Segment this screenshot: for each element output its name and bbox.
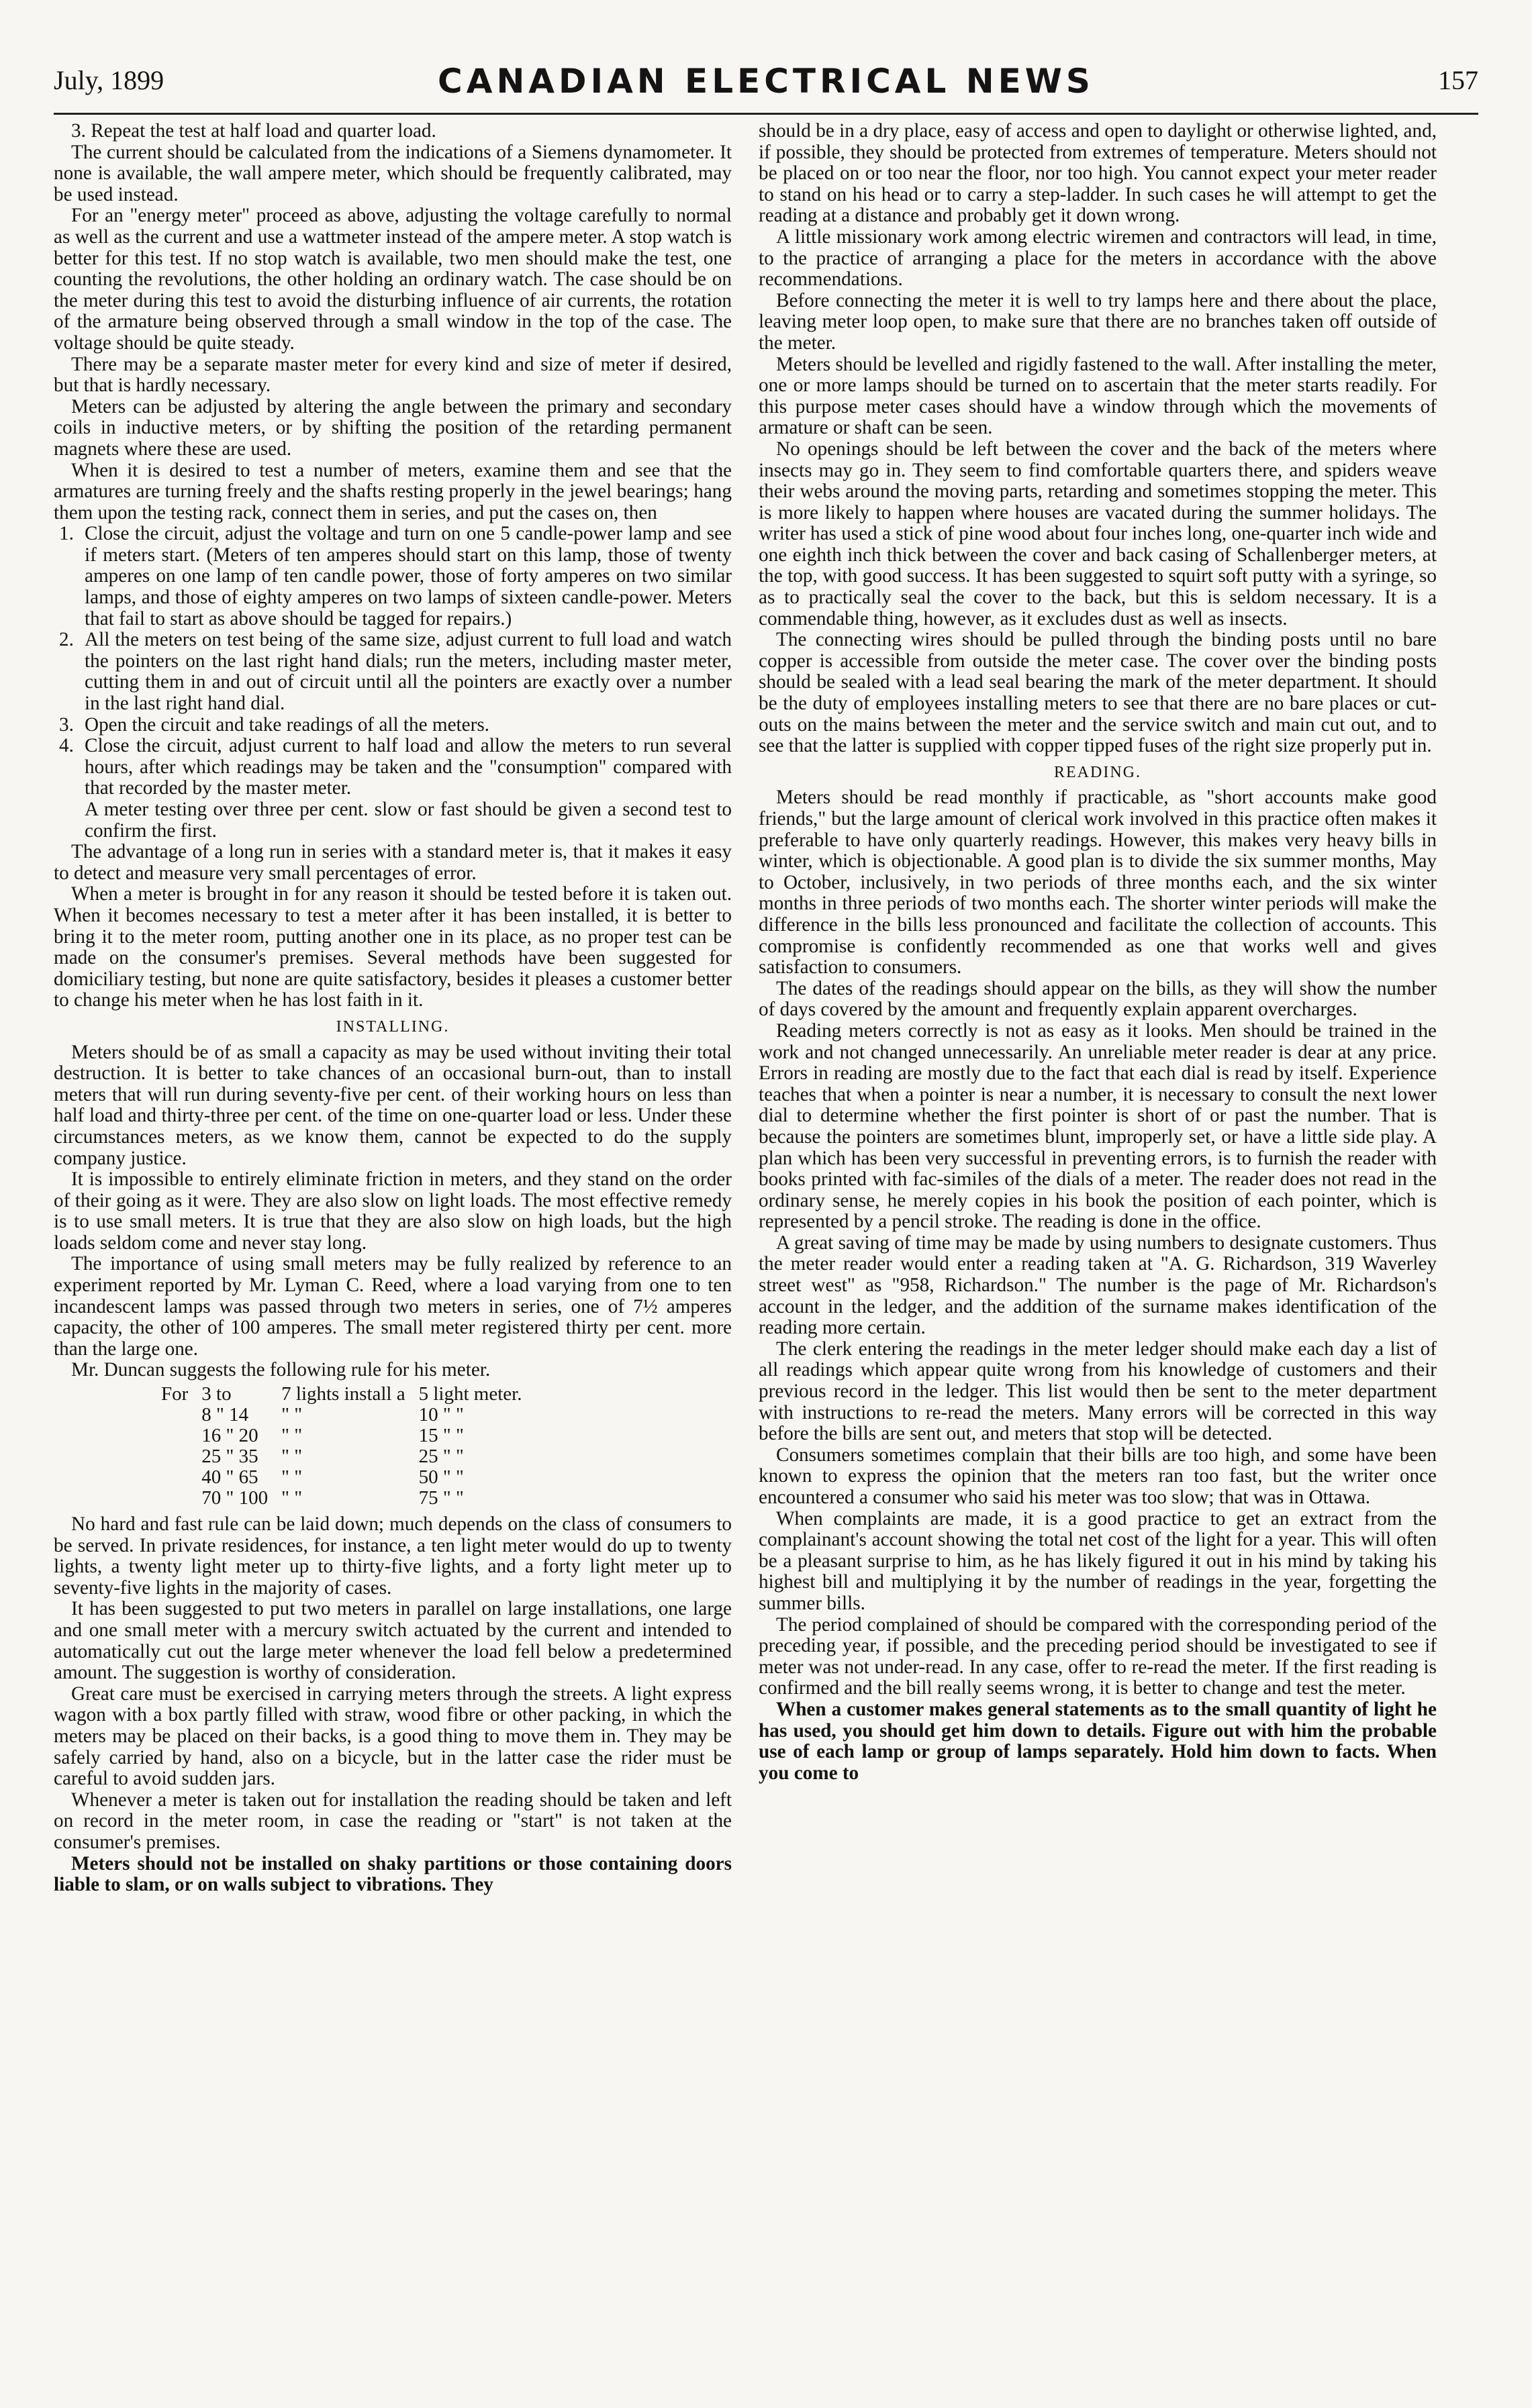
table-cell: 16 " 20 xyxy=(201,1425,258,1447)
list-item xyxy=(54,715,732,736)
paragraph: The advantage of a long run in series with a standard meter is, that it makes it easy to detect and measure very small percentages of error. xyxy=(54,841,732,884)
paragraph: For an "energy meter" proceed as above, adjusting the voltage carefully to normal as well as the current and use a wattmeter instead of the ampere meter. A stop watch is better for this test. If no stop watch is available, two men should make the test, one counting the revolutions, the other holding an ordinary watch. The case should be on the meter during this test to avoid the disturbing influence of air currents, the rotation of the armature being observed through a small window in the top of the case. The voltage should be quite steady. xyxy=(54,205,732,354)
issue-date: July, 1899 xyxy=(54,65,164,95)
table-cell xyxy=(154,1488,195,1509)
table-cell: " " xyxy=(281,1466,303,1489)
paragraph: The connecting wires should be pulled through the binding posts until no bare copper is accessible from outside the meter case. The cover over the binding posts should be sealed with a lead seal bearing the mark of the meter department. It should be the duty of employees installing meters to see that there are no bare places or cut-outs on the mains between the meter and the service switch and main cut out, and to see that the latter is supplied with copper tipped fuses of the right size properly put in. xyxy=(759,629,1437,757)
table-cell: 5 light meter. xyxy=(418,1383,522,1405)
table-cell xyxy=(154,1425,195,1446)
page-number: 157 xyxy=(1438,65,1478,95)
left-column xyxy=(54,121,732,2389)
table-cell: " " xyxy=(281,1425,303,1447)
test-steps-list xyxy=(54,523,732,799)
step-number: 1. xyxy=(59,523,74,545)
paragraph: The period complained of should be compared with the corresponding period of the preceding year, if possible, and the preceding period should be investigated to see if meter was not under-read. In any case, offer to re-read the meter. If the first reading is confirmed and the bill really seems wrong, it is better to change and test the meter. xyxy=(759,1613,1437,1699)
paragraph: The importance of using small meters may be fully realized by reference to an experiment reported by Mr. Lyman C. Reed, where a load varying from one to ten incandescent lamps was passed through two meters in series, one of 7½ amperes capacity, the other of 100 amperes. The small meter registered thirty per cent. more than the large one. xyxy=(54,1253,732,1360)
paragraph: When it is desired to test a number of meters, examine them and see that the armatures are turning freely and the shafts resting properly in the jewel bearings; hang them upon the testing rack, connect them in series, and put the cases on, then xyxy=(54,459,732,523)
paragraph: Great care must be exercised in carrying meters through the streets. A light express wagon with a box partly filled with straw, wood fibre or other packing, in which the meters may be placed on their backs, is a good thing to move them in. They may be safely carried by hand, also on a bicycle, but in the latter case the rider must be careful to avoid sudden jars. xyxy=(54,1683,732,1790)
paragraph: There may be a separate master meter for every kind and size of meter if desired, but that is hardly necessary. xyxy=(54,353,732,397)
paragraph: 3. Repeat the test at half load and quarter load. xyxy=(71,121,436,142)
table-cell: 25 " " xyxy=(418,1446,464,1468)
step-text: Close the circuit, adjust current to half load and allow the meters to run several hours, after which readings may be taken and the "consumption" compared with that recorded by the master meter. xyxy=(85,735,732,799)
table-cell: " " xyxy=(281,1404,303,1426)
paragraph: When complaints are made, it is a good practice to get an extract from the complainant's account showing the total net cost of the light for a year. This will often be a pleasant surprise to him, as he has likely figured it out in his mind by taking his highest bill and multiplying it by the number of readings in the year, forgetting the summer bills. xyxy=(759,1507,1437,1614)
step-text: All the meters on test being of the same size, adjust current to full load and watch the pointers on the last right hand dials; run the meters, including master meter, cutting them in and out of circuit until all the pointers are exactly over a number in the last right hand dial. xyxy=(85,629,732,715)
table-cell: 40 " 65 xyxy=(201,1466,258,1489)
paragraph: The dates of the readings should appear on the bills, as they will show the number of days covered by the amount and frequently explain apparent overcharges. xyxy=(759,977,1437,1021)
step-number: 4. xyxy=(59,735,74,757)
paragraph: No hard and fast rule can be laid down; much depends on the class of consumers to be served. In private residences, for instance, a ten light meter would do up to twenty lights, a twenty light meter up to thirty-five lights, and a forty light meter up to seventy-five lights in the majority of cases. xyxy=(54,1513,732,1599)
step-number: 2. xyxy=(59,629,74,651)
table-row xyxy=(154,1446,528,1467)
paragraph: A meter testing over three per cent. slow or fast should be given a second test to confirm the first. xyxy=(85,799,732,842)
table-cell: 75 " " xyxy=(418,1487,464,1509)
table-cell: 7 lights install a xyxy=(281,1383,405,1405)
table-cell: 15 " " xyxy=(418,1425,464,1447)
table-cell xyxy=(154,1405,195,1425)
paragraph: When a customer makes general statements as to the small quantity of light he has used, you should get him down to details. Figure out with him the probable use of each lamp or group of lamps separately. Hold him down to facts. When you come to xyxy=(759,1698,1437,1784)
paragraph: A little missionary work among electric wiremen and contractors will lead, in time, to the practice of arranging a place for the meters in accordance with the above recommendations. xyxy=(759,225,1437,291)
section-heading-reading: READING. xyxy=(1054,763,1141,781)
paragraph: Meters should not be installed on shaky partitions or those containing doors liable to slam, or on walls subject to vibrations. They xyxy=(54,1852,732,1896)
table-cell: 3 to xyxy=(201,1383,232,1405)
table-cell: 25 " 35 xyxy=(201,1446,258,1468)
paragraph: It is impossible to entirely eliminate friction in meters, and they stand on the order of their going as it were. They are also slow on light loads. The most effective remedy is to use small meters. It is true that they are also slow on high loads, but the high loads seldom come and never stay long. xyxy=(54,1168,732,1254)
header-rule xyxy=(54,113,1478,115)
table-row xyxy=(154,1405,528,1425)
paragraph: Meters should be read monthly if practicable, as "short accounts make good friends," but the large amount of clerical work involved in this practice often makes it preferable to have only quarterly readings. However, this makes very heavy bills in winter, which is objectionable. A good plan is to divide the six summer months, May to October, inclusively, in two periods of three months each, and the six winter months in three periods of two months each. The shorter winter periods will make the difference in the bills less pronounced and facilitate the collection of accounts. This compromise is confidently recommended as one that works well and gives satisfaction to consumers. xyxy=(759,787,1437,979)
paragraph: It has been suggested to put two meters in parallel on large installations, one large and one small meter with a mercury switch actuated by the current and intended to automatically cut out the large meter whenever the load fell below a predetermined amount. The suggestion is worthy of consideration. xyxy=(54,1598,732,1684)
paragraph: The clerk entering the readings in the meter ledger should make each day a list of all readings which appear quite wrong from his knowledge of customers and their previous record in the ledger. This list would then be sent to the meter department with instructions to re-read the meters. Many errors will be corrected in this way before the bills are sent out, and meters that stop will be detected. xyxy=(759,1338,1437,1445)
table-cell: 10 " " xyxy=(418,1404,464,1426)
right-column xyxy=(759,121,1437,2389)
step-text: Close the circuit, adjust the voltage and turn on one 5 candle-power lamp and see if meters start. (Meters of ten amperes should start on this lamp, those of twenty amperes on one lamp of ten candle power, those of forty amperes on two similar lamps, and those of eighty amperes on two lamps of sixteen candle-power. Meters that fail to start as above should be tagged for repairs.) xyxy=(85,523,732,630)
table-row xyxy=(154,1425,528,1446)
paragraph: Meters should be of as small a capacity as may be used without inviting their total destruction. It is better to take chances of an occasional burn-out, than to install meters that will run during seventy-five per cent. of their working hours on less than half load and thirty-three per cent. of the time on one-quarter load or less. Under these circumstances meters, as we know them, cannot be expected to do the supply company justice. xyxy=(54,1041,732,1169)
paragraph: should be in a dry place, easy of access and open to daylight or otherwise lighted, and, if possible, they should be protected from extremes of temperature. Meters should not be placed on or too near the floor, nor too high. You cannot expect your meter reader to stand on his head or to carry a step-ladder. In such cases he will attempt to get the reading at a distance and probably get it down wrong. xyxy=(759,121,1437,227)
paragraph: Mr. Duncan suggests the following rule for his meter. xyxy=(71,1359,491,1381)
paragraph: Whenever a meter is taken out for installation the reading should be taken and left on record in the meter room, in case the reading or "start" is not taken at the consumer's premises. xyxy=(54,1789,732,1853)
paragraph: A great saving of time may be made by using numbers to designate customers. Thus the meter reader would enter a reading taken at "A. G. Richardson, 319 Waverley street west" as "958, Richardson." The number is the page of Mr. Richardson's account in the ledger, and the addition of the surname makes identification of the reading more certain. xyxy=(759,1232,1437,1339)
paragraph: Reading meters correctly is not as easy as it looks. Men should be trained in the work and not changed unnecessarily. An unreliable meter reader is dear at any price. Errors in reading are mostly due to the fact that each dial is read by itself. Experience teaches that when a pointer is near a number, it is necessary to consult the next lower dial to determine whether the first pointer is short of or past the number. That is because the pointers are sometimes blunt, improperly set, or have a little side play. A plan which has been very successful in preventing errors, is to furnish the reader with books printed with fac-similes of the dials of a meter. The reader does not read in the ordinary sense, he merely copies in his book the position of each pointer, which is represented by a pencil stroke. The reading is done in the office. xyxy=(759,1019,1437,1233)
paragraph: The current should be calculated from the indications of a Siemens dynamometer. It none is available, the wall ampere meter, which should be frequently calibrated, may be used instead. xyxy=(54,141,732,205)
page-header xyxy=(54,62,1478,109)
list-item xyxy=(54,630,732,714)
step-number: 3. xyxy=(59,713,74,736)
masthead-title: CANADIAN ELECTRICAL NEWS xyxy=(438,62,1094,101)
list-item xyxy=(54,736,732,799)
table-row xyxy=(154,1488,528,1509)
paragraph: Meters should be levelled and rigidly fastened to the wall. After installing the meter, one or more lamps should be turned on to ascertain that the meter starts readily. For this purpose meter cases should have a window through which the movements of armature or shaft can be seen. xyxy=(759,353,1437,439)
paragraph: Consumers sometimes complain that their bills are too high, and some have been known to express the opinion that the meters ran too fast, but the writer once encountered a consumer who said his meter was too slow; that was in Ottawa. xyxy=(759,1444,1437,1508)
paragraph: When a meter is brought in for any reason it should be tested before it is taken out. When it becomes necessary to test a meter after it has been installed, it is better to bring it to the meter room, putting another one in its place, as no proper test can be made on the consumer's premises. Several methods have been suggested for domiciliary testing, but none are quite satisfactory, besides it pleases a customer better to change his meter when he has lost faith in it. xyxy=(54,883,732,1011)
table-row xyxy=(154,1384,528,1405)
table-cell: " " xyxy=(281,1487,303,1509)
table-cell xyxy=(154,1446,195,1467)
meter-size-table xyxy=(154,1384,528,1509)
paragraph: No openings should be left between the cover and the back of the meters where insects may go in. They seem to find comfortable quarters there, and spiders weave their webs around the moving parts, retarding and sometimes stopping the meter. This is more likely to happen where houses are vacated during the summer holidays. The writer has used a stick of pine wood about four inches long, one-quarter inch wide and one eighth inch thick between the cover and back casing of Schallenberger meters, at the top, with good success. It has been suggested to squirt soft putty with a syringe, so as to practically seal the cover to the back, but this is seldom necessary. It is a commendable thing, however, as it excludes dust as well as insects. xyxy=(759,438,1437,630)
table-cell xyxy=(154,1467,195,1488)
step-text: Open the circuit and take readings of all the meters. xyxy=(85,713,489,736)
paragraph: Meters can be adjusted by altering the angle between the primary and secondary coils in inductive meters, or by shifting the position of the retarding permanent magnets where these are used. xyxy=(54,395,732,460)
table-cell: For xyxy=(161,1383,189,1405)
section-heading-installing: INSTALLING. xyxy=(336,1017,450,1036)
table-cell: " " xyxy=(281,1446,303,1468)
table-cell: 8 " 14 xyxy=(201,1404,249,1426)
paragraph: Before connecting the meter it is well to try lamps here and there about the place, leaving meter loop open, to make sure that there are no branches taken off outside of the meter. xyxy=(759,289,1437,354)
table-row xyxy=(154,1467,528,1488)
table-cell: 50 " " xyxy=(418,1466,464,1489)
list-item xyxy=(54,523,732,630)
table-cell: 70 " 100 xyxy=(201,1487,269,1509)
